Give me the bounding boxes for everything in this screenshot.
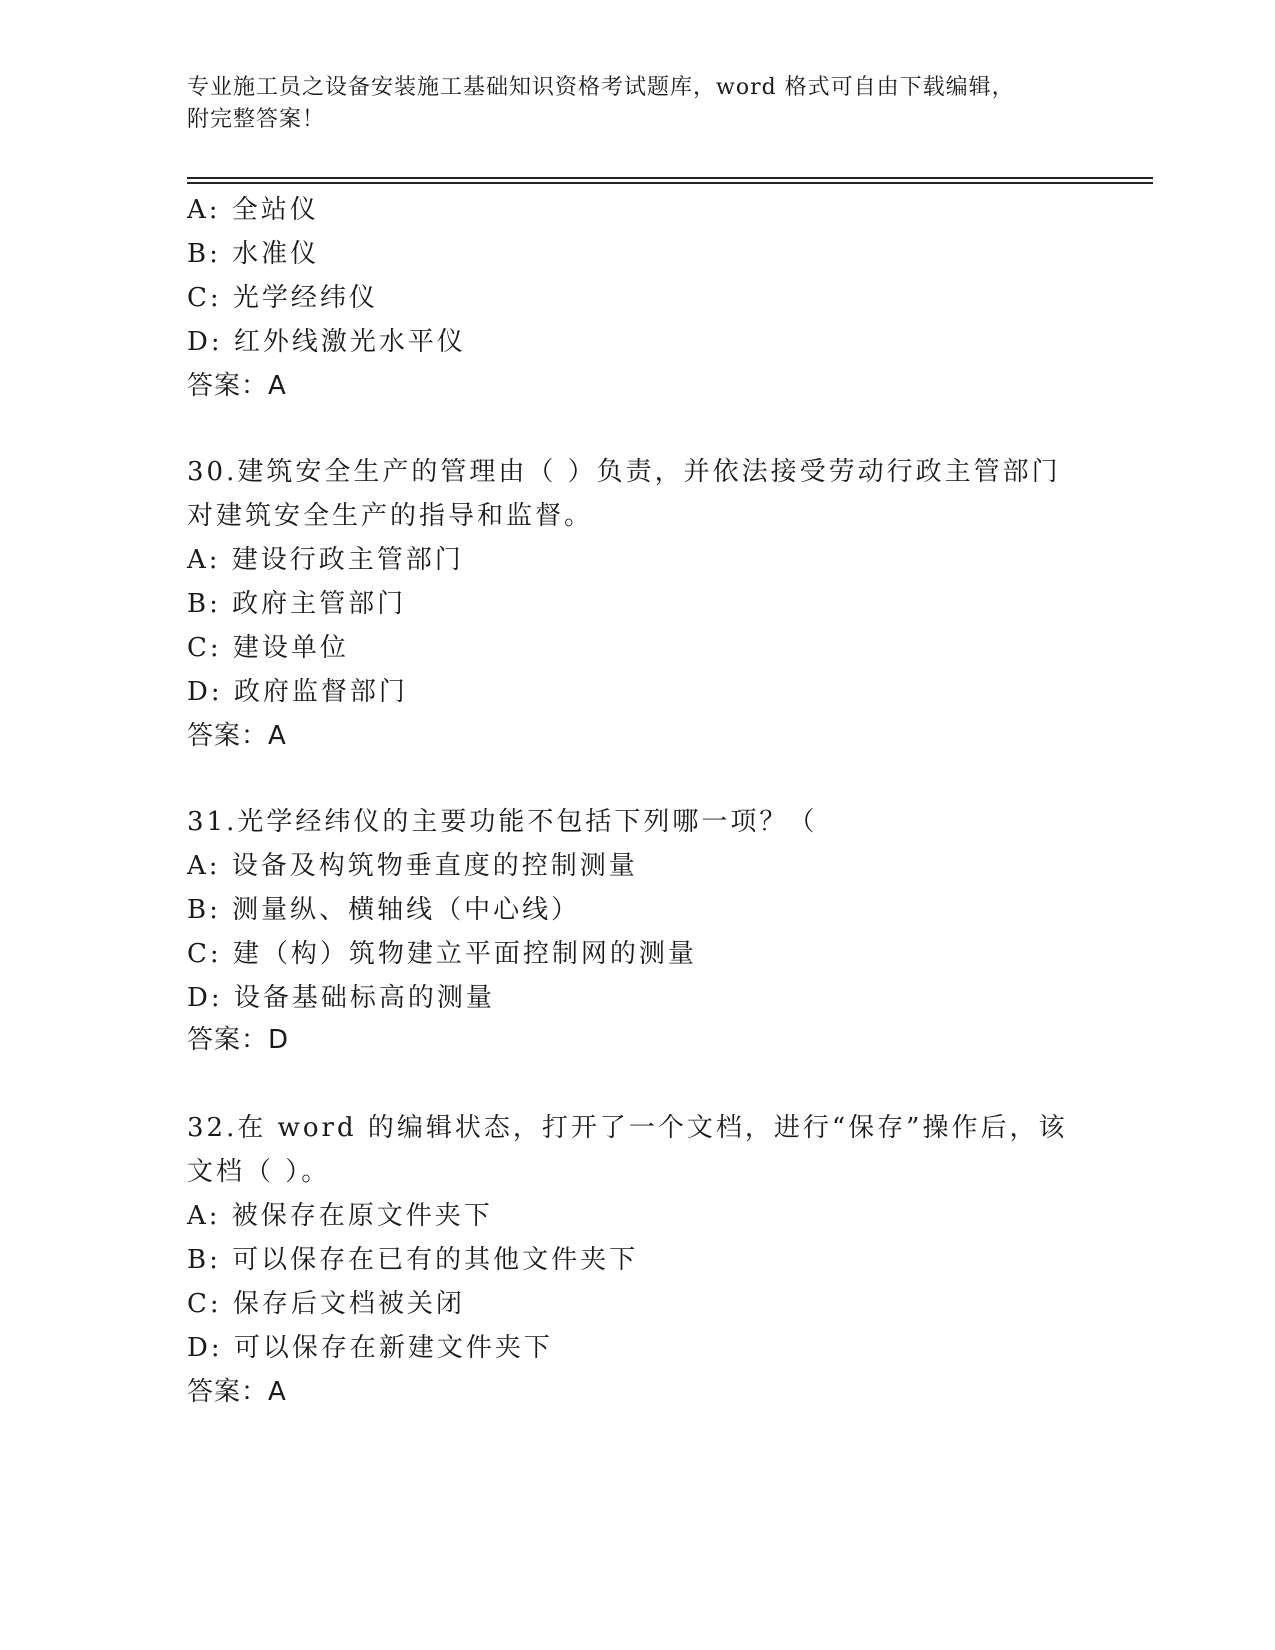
option-a: A: 设备及构筑物垂直度的控制测量	[187, 851, 638, 881]
answer-label: 答案：A	[187, 721, 287, 751]
option-b: B: 政府主管部门	[187, 589, 407, 619]
header-divider-bottom	[187, 182, 1153, 184]
option-c: C: 建设单位	[187, 633, 349, 663]
option-c: C: 建（构）筑物建立平面控制网的测量	[187, 939, 697, 969]
option-d: D: 设备基础标高的测量	[187, 983, 495, 1013]
option-a: A: 建设行政主管部门	[187, 545, 464, 575]
option-d: D: 政府监督部门	[187, 677, 408, 707]
answer-label: 答案：A	[187, 1377, 287, 1407]
header-line-2: 附完整答案！	[187, 107, 326, 132]
option-b: B: 水准仪	[187, 239, 320, 269]
question-stem-line-1: 31.光学经纬仪的主要功能不包括下列哪一项？（	[187, 807, 818, 837]
option-c: C: 光学经纬仪	[187, 283, 378, 313]
question-stem-line-2: 文档（ ）。	[187, 1157, 331, 1187]
header-line-1: 专业施工员之设备安装施工基础知识资格考试题库，word 格式可自由下载编辑，	[187, 75, 1015, 100]
header-divider-top	[187, 177, 1153, 179]
option-b: B: 可以保存在已有的其他文件夹下	[187, 1245, 639, 1275]
answer-label: 答案：D	[187, 1025, 290, 1055]
question-stem-line-2: 对建筑安全生产的指导和监督。	[187, 501, 594, 531]
option-d: D: 可以保存在新建文件夹下	[187, 1333, 553, 1363]
option-a: A: 被保存在原文件夹下	[187, 1201, 493, 1231]
option-b: B: 测量纵、横轴线（中心线）	[187, 895, 581, 925]
question-stem-line-1: 30.建筑安全生产的管理由（ ）负责，并依法接受劳动行政主管部门	[187, 457, 1061, 487]
option-c: C: 保存后文档被关闭	[187, 1289, 465, 1319]
document-header	[187, 72, 1067, 136]
option-d: D: 红外线激光水平仪	[187, 327, 466, 357]
answer-label: 答案：A	[187, 371, 287, 401]
question-stem-line-1: 32.在 word 的编辑状态，打开了一个文档，进行“保存”操作后，该	[187, 1113, 1068, 1143]
option-a: A: 全站仪	[187, 195, 319, 225]
